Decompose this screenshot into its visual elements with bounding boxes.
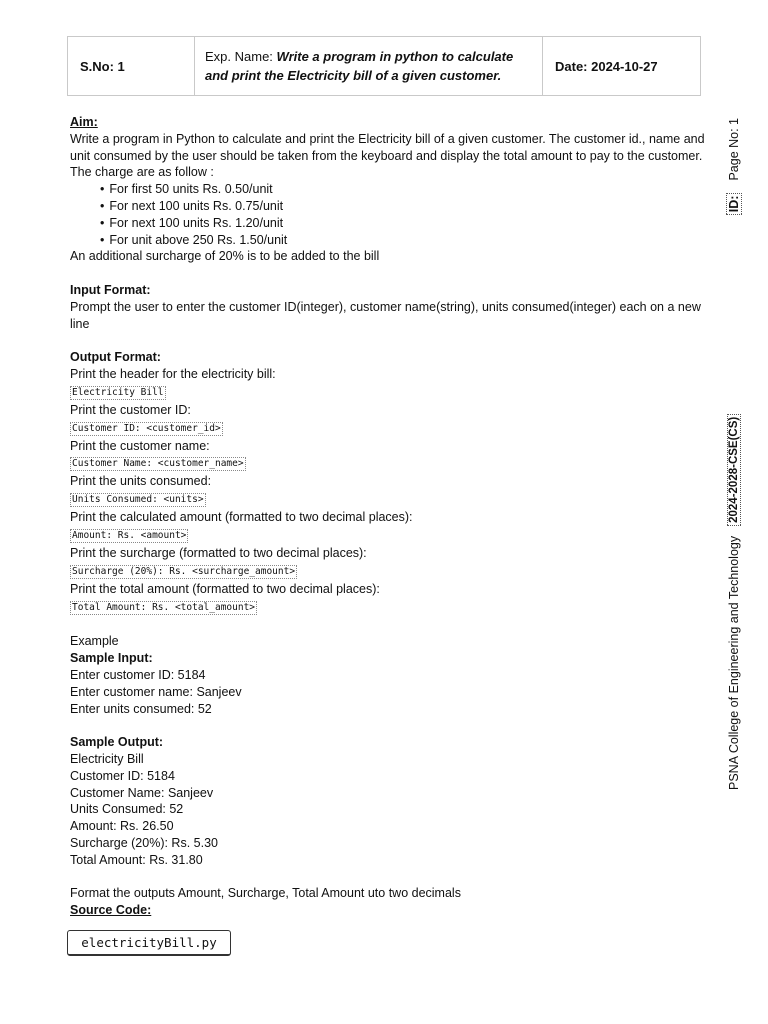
output-format-item xyxy=(70,545,710,581)
output-format-text: Print the header for the electricity bill: xyxy=(70,366,276,381)
side-margin xyxy=(722,118,746,790)
sample-input-heading: Sample Input: xyxy=(70,651,153,666)
aim-heading: Aim: xyxy=(70,115,98,129)
experiment-header-table xyxy=(67,36,701,96)
experiment-title: Write a program in python to calculate and print the Electricity bill of a given customer. xyxy=(205,49,514,83)
sample-output-line: Customer ID: 5184 xyxy=(70,768,175,783)
output-format-code: Units Consumed: <units> xyxy=(72,494,204,506)
surcharge-note: An additional surcharge of 20% is to be added to the bill xyxy=(70,249,380,264)
experiment-date: Date: 2024-10-27 xyxy=(555,58,658,74)
output-format-code: Surcharge (20%): Rs. <surcharge_amount> xyxy=(72,565,296,577)
output-format-item xyxy=(70,402,710,438)
output-format-text: Print the total amount (formatted to two decimal places): xyxy=(70,581,380,596)
charge-item: • For next 100 units Rs. 0.75/unit xyxy=(100,198,710,215)
batch-label: 2024-2028-CSE(CS) xyxy=(727,414,741,526)
output-format-code: Electricity Bill xyxy=(72,386,164,398)
charge-item: • For first 50 units Rs. 0.50/unit xyxy=(100,181,710,198)
sample-output-line: Units Consumed: 52 xyxy=(70,802,184,817)
serial-number: S.No: 1 xyxy=(68,37,195,95)
experiment-name-cell xyxy=(195,37,543,95)
output-format-text: Print the units consumed: xyxy=(70,474,212,489)
sample-output-line: Surcharge (20%): Rs. 5.30 xyxy=(70,835,218,850)
output-format-item xyxy=(70,581,710,617)
experiment-name-label: Exp. Name: xyxy=(205,49,277,64)
format-note: Format the outputs Amount, Surcharge, Total Amount uto two decimals xyxy=(70,886,461,901)
sample-output-line: Customer Name: Sanjeev xyxy=(70,785,214,800)
sample-output-line: Amount: Rs. 26.50 xyxy=(70,819,174,834)
student-id-label: ID: xyxy=(726,193,742,216)
source-code-heading: Source Code: xyxy=(70,903,152,918)
sample-output-heading: Sample Output: xyxy=(70,735,164,750)
output-format-item xyxy=(70,438,710,474)
output-format-text: Print the customer ID: xyxy=(70,402,191,417)
aim-description: Write a program in Python to calculate and print the Electricity bill of a given customer. The customer id., name and unit consumed by the user should be taken from the keyboard and display the total amount to pay to the customer. xyxy=(70,131,705,163)
input-format-heading: Input Format: xyxy=(70,282,151,297)
output-format-text: Print the customer name: xyxy=(70,438,210,453)
output-format-item xyxy=(70,473,710,509)
document-body xyxy=(70,114,710,919)
output-format-item xyxy=(70,366,710,402)
output-format-text: Print the surcharge (formatted to two decimal places): xyxy=(70,545,367,560)
output-format-code: Amount: Rs. <amount> xyxy=(72,529,187,541)
output-format-heading: Output Format: xyxy=(70,350,161,365)
college-name: PSNA College of Engineering and Technology xyxy=(727,535,741,790)
output-format-item xyxy=(70,509,710,545)
charge-item: • For unit above 250 Rs. 1.50/unit xyxy=(100,232,710,249)
sample-input-line: Enter customer ID: 5184 xyxy=(70,667,206,682)
page-number: Page No: 1 xyxy=(727,118,741,181)
input-format-text: Prompt the user to enter the customer ID(integer), customer name(string), units consumed(integer) each on a new line xyxy=(70,299,701,331)
sample-output-line: Total Amount: Rs. 31.80 xyxy=(70,852,203,867)
charge-list xyxy=(70,181,710,248)
sample-input-line: Enter customer name: Sanjeev xyxy=(70,684,242,699)
charge-intro: The charge are as follow : xyxy=(70,165,214,180)
output-format-code: Customer ID: <customer_id> xyxy=(72,422,221,434)
charge-item: • For next 100 units Rs. 1.20/unit xyxy=(100,215,710,232)
sample-output-line: Electricity Bill xyxy=(70,751,144,766)
example-label: Example xyxy=(70,634,119,649)
output-format-code: Total Amount: Rs. <total_amount> xyxy=(72,601,256,613)
sample-input-line: Enter units consumed: 52 xyxy=(70,701,212,716)
output-format-text: Print the calculated amount (formatted to two decimal places): xyxy=(70,510,413,525)
output-format-code: Customer Name: <customer_name> xyxy=(72,458,244,470)
source-file-tab[interactable]: electricityBill.py xyxy=(67,930,231,956)
